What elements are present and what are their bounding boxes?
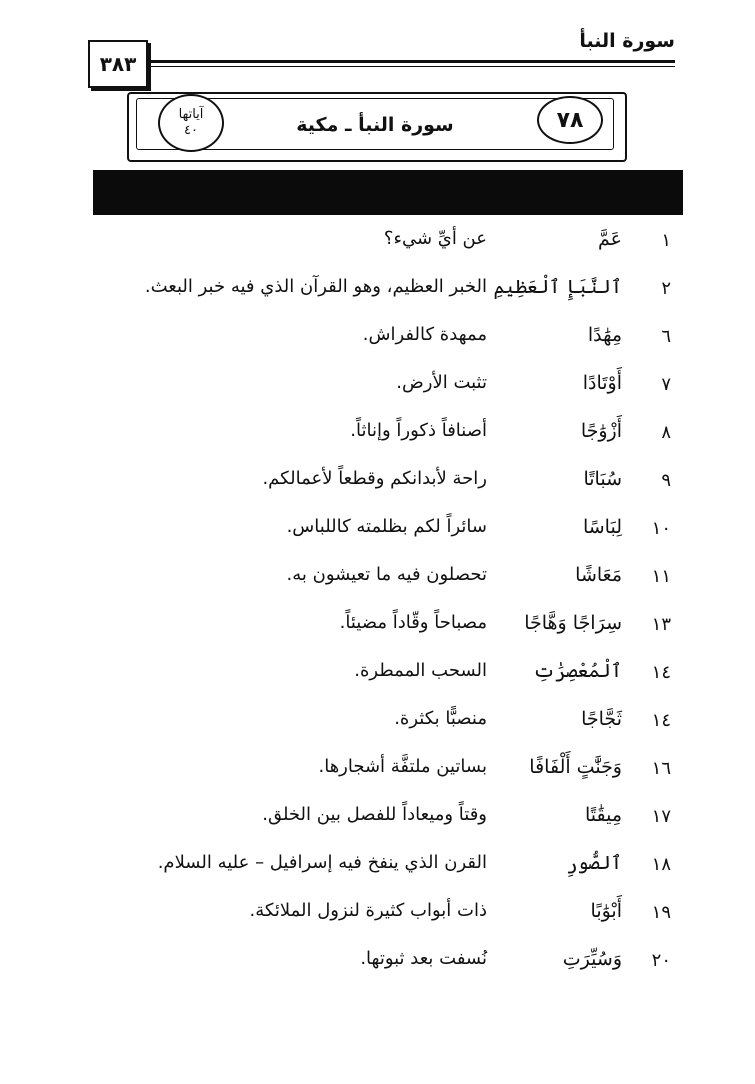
list-item bbox=[0, 894, 755, 942]
word-meaning: منصبًّا بكثرة. bbox=[394, 708, 487, 729]
quran-word: ثَجَّاجًا bbox=[581, 708, 622, 730]
word-meaning: تحصلون فيه ما تعيشون به. bbox=[286, 564, 487, 585]
running-title: سورة النبأ bbox=[579, 30, 675, 52]
quran-word: مَعَاشًا bbox=[575, 564, 622, 586]
word-meaning: سائراً لكم بظلمته كاللباس. bbox=[286, 516, 487, 537]
word-meaning: الخبر العظيم، وهو القرآن الذي فيه خبر البعث. bbox=[144, 276, 487, 297]
header-rule-thin bbox=[92, 66, 675, 67]
list-item bbox=[0, 846, 755, 894]
quran-word: ٱلنَّبَإِ ٱلْعَظِيمِ bbox=[493, 276, 622, 298]
word-meaning: راحة لأبدانكم وقطعاً لأعمالكم. bbox=[262, 468, 487, 489]
verse-number: ٩ bbox=[661, 470, 671, 491]
quran-word: أَوْتَادًا bbox=[582, 372, 622, 394]
quran-word: أَزْوَٰجًا bbox=[580, 420, 622, 442]
quran-word: وَجَنَّٰتٍ أَلْفَافًا bbox=[529, 756, 622, 778]
verse-number: ١٣ bbox=[651, 614, 671, 635]
quran-word: سِرَاجًا وَهَّاجًا bbox=[524, 612, 622, 634]
surah-title: سورة النبأ ـ مكية bbox=[296, 114, 454, 136]
quran-word: عَمَّ bbox=[598, 228, 622, 250]
verse-number: ١١ bbox=[651, 566, 671, 587]
section-black-bar bbox=[93, 170, 683, 215]
word-meaning: السحب الممطرة. bbox=[354, 660, 487, 681]
quran-word: مِهَٰدًا bbox=[587, 324, 622, 346]
list-item bbox=[0, 414, 755, 462]
verse-number: ١٨ bbox=[651, 854, 671, 875]
verse-number: ٦ bbox=[661, 326, 671, 347]
verse-number: ١ bbox=[661, 230, 671, 251]
ayat-count: ٤٠ bbox=[184, 123, 198, 138]
page-number: ٣٨٣ bbox=[88, 40, 148, 88]
word-meaning: القرن الذي ينفخ فيه إسرافيل – عليه السلام. bbox=[157, 852, 487, 873]
quran-word: سُبَاتًا bbox=[583, 468, 622, 490]
quran-word: أَبْوَٰبًا bbox=[590, 900, 622, 922]
list-item bbox=[0, 318, 755, 366]
quran-word: لِبَاسًا bbox=[582, 516, 622, 538]
word-meaning: تثبت الأرض. bbox=[396, 372, 487, 393]
quran-word: ٱلصُّورِ bbox=[566, 852, 622, 874]
word-meaning: ممهدة كالفراش. bbox=[362, 324, 487, 345]
quran-word: مِيقَٰتًا bbox=[584, 804, 622, 826]
list-item bbox=[0, 942, 755, 990]
ayat-count-badge bbox=[158, 94, 224, 152]
word-meaning: نُسفت بعد ثبوتها. bbox=[360, 948, 487, 969]
verse-number: ١٤ bbox=[651, 710, 671, 731]
verse-number: ١٠ bbox=[651, 518, 671, 539]
list-item bbox=[0, 462, 755, 510]
verse-number: ١٤ bbox=[651, 662, 671, 683]
word-meaning: وقتاً وميعاداً للفصل بين الخلق. bbox=[262, 804, 487, 825]
list-item bbox=[0, 366, 755, 414]
list-item bbox=[0, 558, 755, 606]
word-meaning: مصباحاً وقّاداً مضيئاً. bbox=[339, 612, 487, 633]
list-item bbox=[0, 798, 755, 846]
word-meaning: بساتين ملتفَّة أشجارها. bbox=[318, 756, 487, 777]
verse-number: ٧ bbox=[661, 374, 671, 395]
list-item bbox=[0, 222, 755, 270]
ayat-label: آياتها bbox=[178, 107, 204, 122]
list-item bbox=[0, 654, 755, 702]
verse-number: ٢ bbox=[661, 278, 671, 299]
word-meaning: ذات أبواب كثيرة لنزول الملائكة. bbox=[249, 900, 487, 921]
vocabulary-list bbox=[0, 222, 755, 990]
list-item bbox=[0, 270, 755, 318]
header-rule-thick bbox=[92, 60, 675, 63]
list-item bbox=[0, 606, 755, 654]
verse-number: ٢٠ bbox=[651, 950, 671, 971]
verse-number: ١٦ bbox=[651, 758, 671, 779]
list-item bbox=[0, 510, 755, 558]
list-item bbox=[0, 750, 755, 798]
quran-word: وَسُيِّرَتِ bbox=[562, 948, 622, 970]
surah-number-badge: ٧٨ bbox=[537, 96, 603, 144]
verse-number: ٨ bbox=[661, 422, 671, 443]
word-meaning: أصنافاً ذكوراً وإناثاً. bbox=[350, 420, 487, 441]
word-meaning: عن أيِّ شيء؟ bbox=[383, 228, 487, 249]
verse-number: ١٧ bbox=[651, 806, 671, 827]
list-item bbox=[0, 702, 755, 750]
quran-word: ٱلْمُعْصِرَٰتِ bbox=[532, 660, 622, 682]
verse-number: ١٩ bbox=[651, 902, 671, 923]
